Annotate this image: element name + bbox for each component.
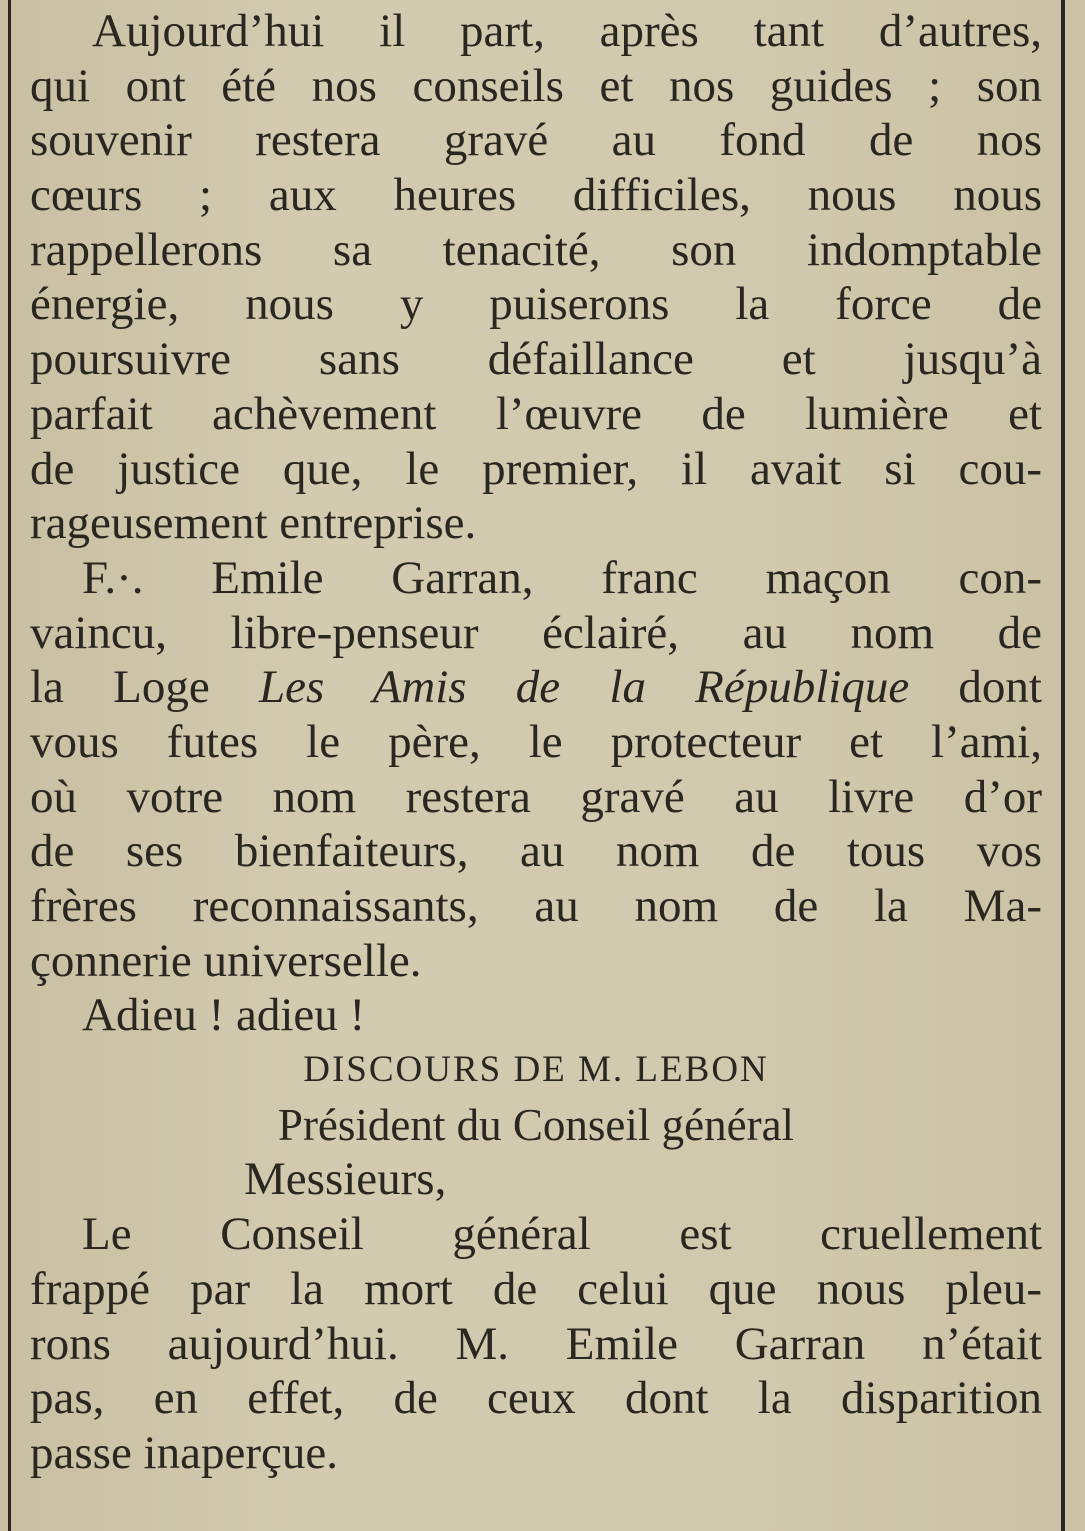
text-line: parfait achèvement l’œuvre de lumière et xyxy=(30,387,1042,440)
right-column-rule xyxy=(1061,0,1065,1531)
left-column-rule xyxy=(8,0,11,1531)
text-line: énergie, nous y puiserons la force de xyxy=(30,278,1042,331)
article-column xyxy=(30,4,1042,1481)
section-subheading: Président du Conseil général xyxy=(277,1099,795,1150)
text-line-with-lodge-name xyxy=(30,660,1042,715)
farewell-line: Adieu ! adieu ! xyxy=(82,989,366,1042)
text-line: souvenir restera gravé au fond de nos xyxy=(30,114,1042,167)
section-heading: DISCOURS DE M. LEBON xyxy=(303,1049,769,1091)
text-line: poursuivre sans défaillance et jusqu’à xyxy=(30,333,1042,386)
text-line: frères reconnaissants, au nom de la Ma- xyxy=(30,880,1042,932)
text-line: çonnerie universelle. xyxy=(30,934,422,987)
text-line: de ses bienfaiteurs, au nom de tous vos xyxy=(30,825,1042,878)
text-line: F.·. Emile Garran, franc maçon con- xyxy=(82,551,1042,604)
text-line: rageusement entreprise. xyxy=(30,497,477,550)
text-line: frappé par la mort de celui que nous pleu- xyxy=(30,1262,1042,1315)
text-segment: dont xyxy=(909,661,1042,714)
text-line: passe inaperçue. xyxy=(30,1426,338,1479)
text-line: vous futes le père, le protecteur et l’ami, xyxy=(30,715,1042,768)
salutation: Messieurs, xyxy=(244,1153,447,1206)
paragraph-speech xyxy=(30,1207,1042,1480)
text-segment: la Loge xyxy=(30,661,259,714)
text-line: Le Conseil général est cruellement xyxy=(82,1208,1042,1261)
text-line: vaincu, libre-penseur éclairé, au nom de xyxy=(30,606,1042,659)
text-line: où votre nom restera gravé au livre d’or xyxy=(30,770,1042,823)
text-line: de justice que, le premier, il avait si cou- xyxy=(30,442,1042,495)
paragraph-masonic-farewell xyxy=(30,551,1042,989)
text-line: cœurs ; aux heures difficiles, nous nous xyxy=(30,169,1042,222)
text-line: rons aujourd’hui. M. Emile Garran n’était xyxy=(30,1317,1042,1370)
lodge-name: Les Amis de la République xyxy=(258,661,910,714)
text-line: Aujourd’hui il part, après tant d’autres, xyxy=(92,5,1042,57)
text-line: pas, en effet, de ceux dont la disparition xyxy=(30,1372,1042,1425)
text-line: rappellerons sa tenacité, son indomptable xyxy=(30,223,1042,276)
text-line: qui ont été nos conseils et nos guides ; son xyxy=(30,59,1042,112)
paragraph-tribute xyxy=(30,4,1042,551)
